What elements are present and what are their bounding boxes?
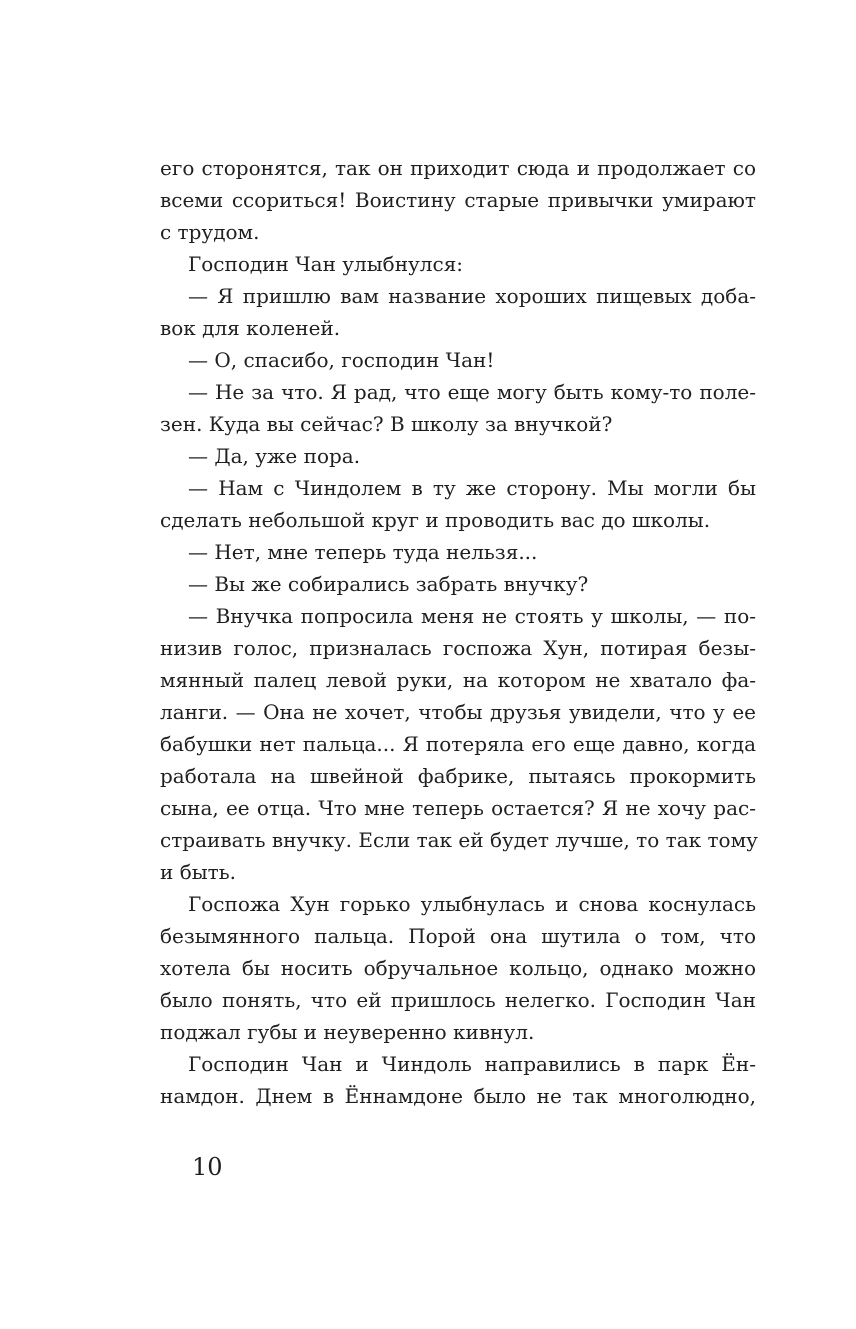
text-line: безымянного пальца. Порой она шутила о том, что <box>160 924 756 948</box>
text-line: бабушки нет пальца... Я потеряла его еще давно, когда <box>160 732 756 756</box>
text-line: — Внучка попросила меня не стоять у школы, — по- <box>188 604 756 628</box>
text-line: ланги. — Она не хочет, чтобы друзья увидели, что у ее <box>160 700 756 724</box>
page-number: 10 <box>192 1153 223 1181</box>
text-line: — Вы же собирались забрать внучку? <box>188 572 589 596</box>
text-line: и быть. <box>160 860 236 884</box>
body-text <box>160 152 756 1112</box>
text-line: поджал губы и неуверенно кивнул. <box>160 1020 535 1044</box>
text-line: зен. Куда вы сейчас? В школу за внучкой? <box>160 412 613 436</box>
text-line: всеми ссориться! Воистину старые привычки умирают <box>160 188 756 212</box>
text-line: хотела бы носить обручальное кольцо, однако можно <box>160 956 756 980</box>
text-line: Госпожа Хун горько улыбнулась и снова коснулась <box>188 892 756 916</box>
text-line: работала на швейной фабрике, пытаясь прокормить <box>160 764 756 788</box>
text-line: — О, спасибо, господин Чан! <box>188 348 495 372</box>
text-line: вок для коленей. <box>160 316 341 340</box>
text-line: его сторонятся, так он приходит сюда и продолжает со <box>160 156 756 180</box>
text-line: Господин Чан и Чиндоль направились в парк Ён- <box>188 1052 756 1076</box>
text-line: — Не за что. Я рад, что еще могу быть кому-то поле- <box>188 380 756 404</box>
text-line: с трудом. <box>160 220 260 244</box>
text-line: — Я пришлю вам название хороших пищевых доба- <box>188 284 756 308</box>
text-line: низив голос, призналась госпожа Хун, потирая безы- <box>160 636 756 660</box>
text-line: страивать внучку. Если так ей будет лучше, то так тому <box>160 828 758 852</box>
text-line: мянный палец левой руки, на котором не хватало фа- <box>160 668 756 692</box>
text-line: — Нам с Чиндолем в ту же сторону. Мы могли бы <box>188 476 756 500</box>
text-line: сына, ее отца. Что мне теперь остается? Я не хочу рас- <box>160 796 756 820</box>
text-line: Господин Чан улыбнулся: <box>188 252 464 276</box>
text-line: — Нет, мне теперь туда нельзя... <box>188 540 538 564</box>
text-line: было понять, что ей пришлось нелегко. Господин Чан <box>160 988 756 1012</box>
text-line: намдон. Днем в Ённамдоне было не так многолюдно, <box>160 1084 756 1108</box>
text-line: сделать небольшой круг и проводить вас до школы. <box>160 508 711 532</box>
text-line: — Да, уже пора. <box>188 444 361 468</box>
